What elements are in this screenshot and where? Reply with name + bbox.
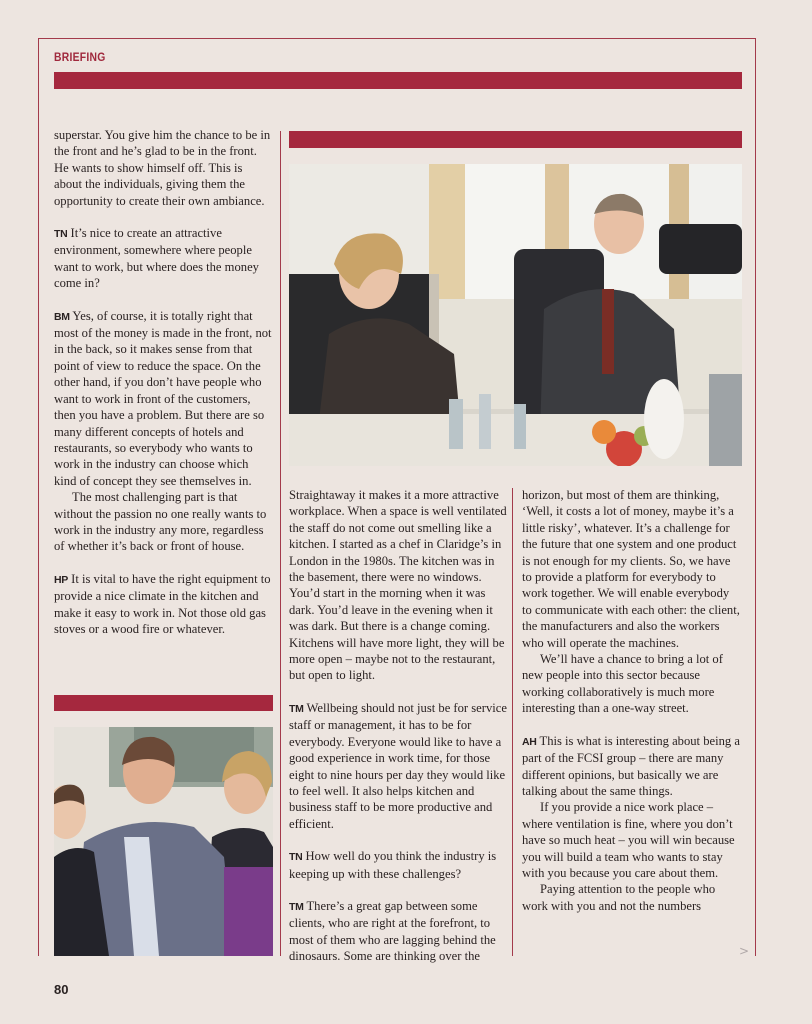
speaker-initials: BM (54, 310, 70, 323)
meeting-photo-icon-2 (54, 727, 273, 956)
paragraph (54, 571, 273, 638)
paragraph (289, 700, 507, 832)
article-column-3 (522, 487, 742, 914)
column-divider-1 (280, 131, 281, 956)
paragraph-text: It’s nice to create an attractive environment, somewhere where people want to work, but where does the money come in? (54, 226, 259, 291)
header-bar (54, 72, 742, 89)
speaker-initials: TM (289, 702, 304, 715)
article-column-2 (289, 487, 507, 965)
photo-caption-bar-bottom (54, 695, 273, 711)
paragraph-text: Yes, of course, it is totally right that most of the money is made in the front, not in the back, so it makes sense from that point of view to reduce the space. On the other hand, if you don’t have people who want to work in front of the customers, then you have a problem. But there are so many different concepts of hotels and restaurants, so everybody who wants to work in the industry can choose which kind of concept they see themselves in. (54, 308, 272, 488)
paragraph-text: There’s a great gap between some clients, who are right at the forefront, to most of them who are lagging behind the dinosaurs. Some are thinking over the (289, 898, 496, 964)
speaker-initials: HP (54, 573, 68, 586)
meeting-photo-bottom (54, 727, 273, 956)
meeting-photo-top (289, 164, 742, 466)
paragraph (54, 225, 273, 292)
speaker-initials: TM (289, 900, 304, 913)
paragraph-text: It is vital to have the right equipment to provide a nice climate in the kitchen and make it easy to work in. Not those old gas stoves or a wood fire or whatever. (54, 571, 271, 636)
paragraph: Paying attention to the people who work with you and not the numbers (522, 882, 716, 913)
article-column-1 (54, 127, 273, 637)
next-page-arrow-icon[interactable]: > (739, 944, 750, 958)
speaker-initials: AH (522, 735, 537, 748)
paragraph-text: How well do you think the industry is keeping up with these challenges? (289, 849, 497, 881)
paragraph: horizon, but most of them are thinking, ‘Well, it costs a lot of money, maybe it’s a little risky’, whatever. It’s a challenge for the future that one system and one product is not enough for my clients. So, we have to provide a platform for everybody to work together. We will enable everybody to communicate with each other: the client, the manufacturers and also the workers who will operate the machines. (522, 488, 740, 650)
paragraph: The most challenging part is that without the passion no one really wants to work in the industry any more, regardless of whether it’s back or front of house. (54, 490, 267, 554)
paragraph (289, 898, 507, 965)
photo-caption-bar-top (289, 131, 742, 148)
paragraph (54, 308, 273, 489)
paragraph: Straightaway it makes it a more attractive workplace. When a space is well ventilated the staff do not come out smelling like a kitchen. I started as a chef in Claridge’s in London in the 1980s. The kitchen was in the basement, there were no windows. You’d start in the morning when it was dark. You’d leave in the evening when it was dark. But there is a change coming. Kitchens will have more light, they will be more open – maybe not to the restaurant, but open to light. (289, 488, 507, 683)
section-label: BRIEFING (54, 52, 106, 64)
paragraph-text: Wellbeing should not just be for service staff or management, it has to be for everybody. Everyone would like to have a good experience in work time, for those eight to nine hours per day they would like to feel well. It also helps kitchen and business staff to be more productive and efficient. (289, 700, 507, 831)
column-divider-2 (512, 488, 513, 956)
paragraph-text: This is what is interesting about being a part of the FCSI group – there are many different opinions, but basically we are talking about the same things. (522, 733, 740, 798)
speaker-initials: TN (54, 228, 68, 241)
speaker-initials: TN (289, 851, 303, 864)
meeting-photo-icon (289, 164, 742, 466)
paragraph: If you provide a nice work place – where ventilation is fine, where you don’t have so much heat – you will win because you will build a team who wants to stay with you because you care about them. (522, 800, 735, 880)
paragraph (522, 733, 742, 800)
paragraph (289, 848, 507, 882)
paragraph: superstar. You give him the chance to be in the front and he’s glad to be in the front. He wants to show himself off. This is about the individuals, giving them the opportunity to create their own ambiance. (54, 128, 271, 208)
page-number: 80 (54, 982, 69, 997)
paragraph: We’ll have a chance to bring a lot of new people into this sector because working collaboratively is much more interesting than a one-way street. (522, 652, 723, 716)
